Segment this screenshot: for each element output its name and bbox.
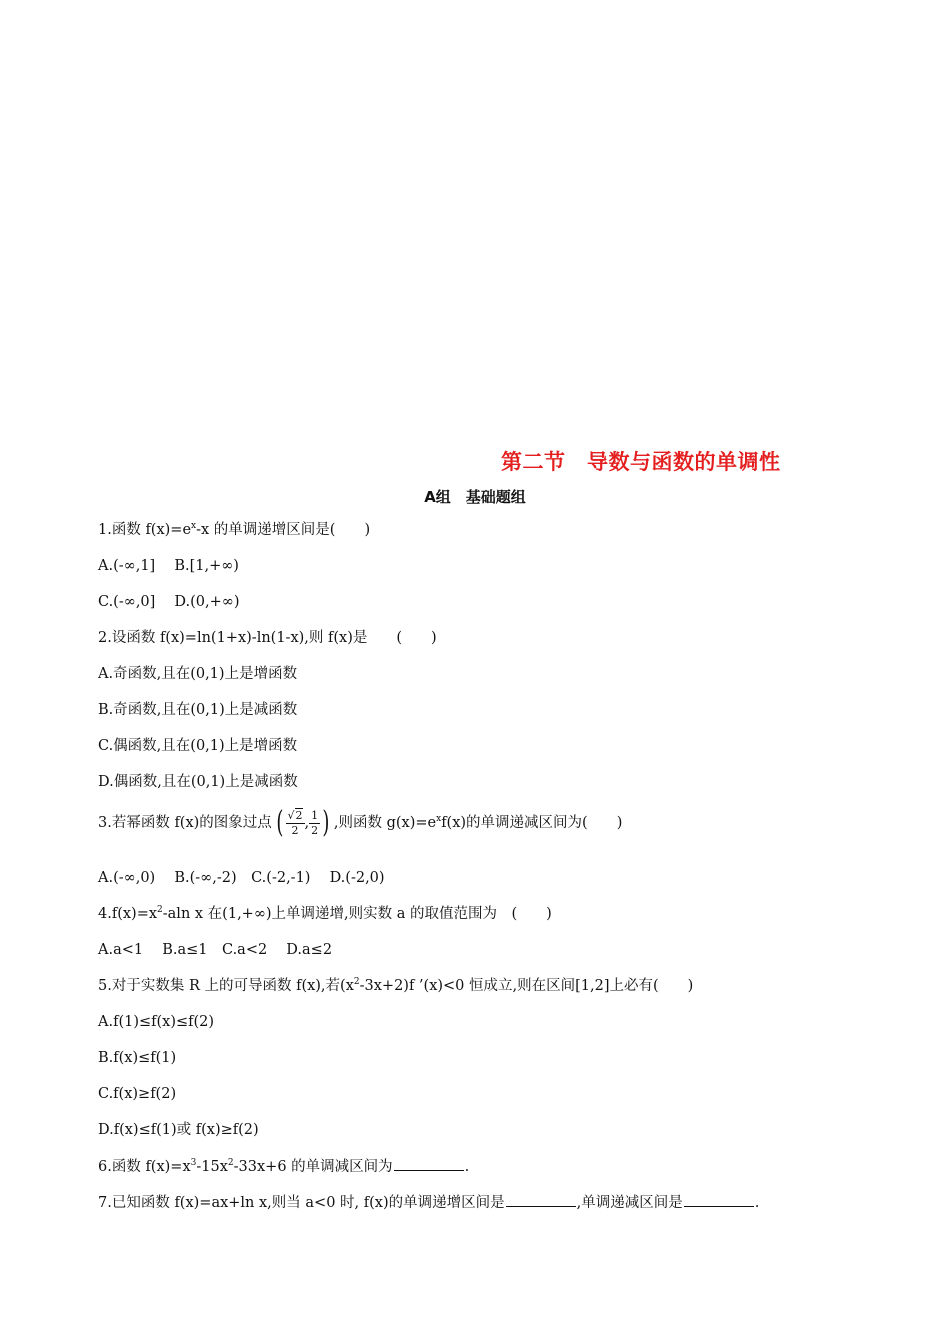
question-1-options-cd: C.(-∞,0] D.(0,+∞)	[98, 594, 240, 610]
group-title: A组 基础题组	[424, 488, 526, 506]
question-2-stem: 2.设函数 f(x)=ln(1+x)-ln(1-x),则 f(x)是 ( )	[98, 630, 437, 646]
question-5-option-a: A.f(1)≤f(x)≤f(2)	[98, 1014, 215, 1030]
question-7-stem: 7.已知函数 f(x)=ax+ln x,则当 a<0 时, f(x)的单调递增区间是 ,单调递减区间是 .	[98, 1192, 759, 1213]
question-5-option-c: C.f(x)≥f(2)	[98, 1086, 177, 1102]
question-2-option-a: A.奇函数,且在(0,1)上是增函数	[98, 666, 298, 682]
question-2-option-d: D.偶函数,且在(0,1)上是减函数	[98, 774, 298, 790]
question-4-options: A.a<1 B.a≤1 C.a<2 D.a≤2	[98, 942, 333, 958]
question-5-option-d: D.f(x)≤f(1)或 f(x)≥f(2)	[98, 1122, 259, 1138]
question-1-stem: 1.函数 $f(x)=e^x-x$ 的单调递增区间是( )	[98, 521, 371, 538]
section-title: 第二节 导数与函数的单调性	[501, 450, 781, 474]
point-coordinates: ( $\frac{√2}{2}$ , $\frac{1}{2}$ )	[276, 805, 330, 840]
answer-blank[interactable]	[394, 1156, 464, 1171]
fraction-1-over-2: $\frac{1}{2}$	[311, 808, 319, 837]
question-5-stem: 5.对于实数集 R 上的可导函数 f(x),若$(x^2-3x+2)f$ ’(x)<0 恒成立,则在区间[1,2]上必有( )	[98, 977, 694, 994]
question-3-options: A.(-∞,0) B.(-∞,-2) C.(-2,-1) D.(-2,0)	[98, 870, 385, 886]
question-2-option-c: C.偶函数,且在(0,1)上是增函数	[98, 738, 298, 754]
question-3-stem: 3.若幂函数 f(x)的图象过点 ( $\frac{√2}{2}$ , $\frac{1}{2}$ ) ,则函数 $g(x)=e^xf(x)$的单调递减区间为( )	[98, 805, 623, 840]
answer-blank-decreasing[interactable]	[684, 1192, 754, 1207]
question-5-option-b: B.f(x)≤f(1)	[98, 1050, 177, 1066]
fraction-sqrt2-over-2: $\frac{√2}{2}$	[287, 809, 303, 837]
question-2-option-b: B.奇函数,且在(0,1)上是减函数	[98, 702, 298, 718]
answer-blank-increasing[interactable]	[506, 1192, 576, 1207]
question-6-stem: 6.函数 $f(x)=x^3-15x^2-33x+6$ 的单调减区间为 .	[98, 1158, 470, 1175]
question-4-stem: $4.f(x)=x^2$-aln x 在(1,+∞)上单调递增,则实数 a 的取值范围为 ( )	[98, 905, 552, 922]
question-1-options-ab: A.(-∞,1] B.[1,+∞)	[98, 558, 239, 574]
